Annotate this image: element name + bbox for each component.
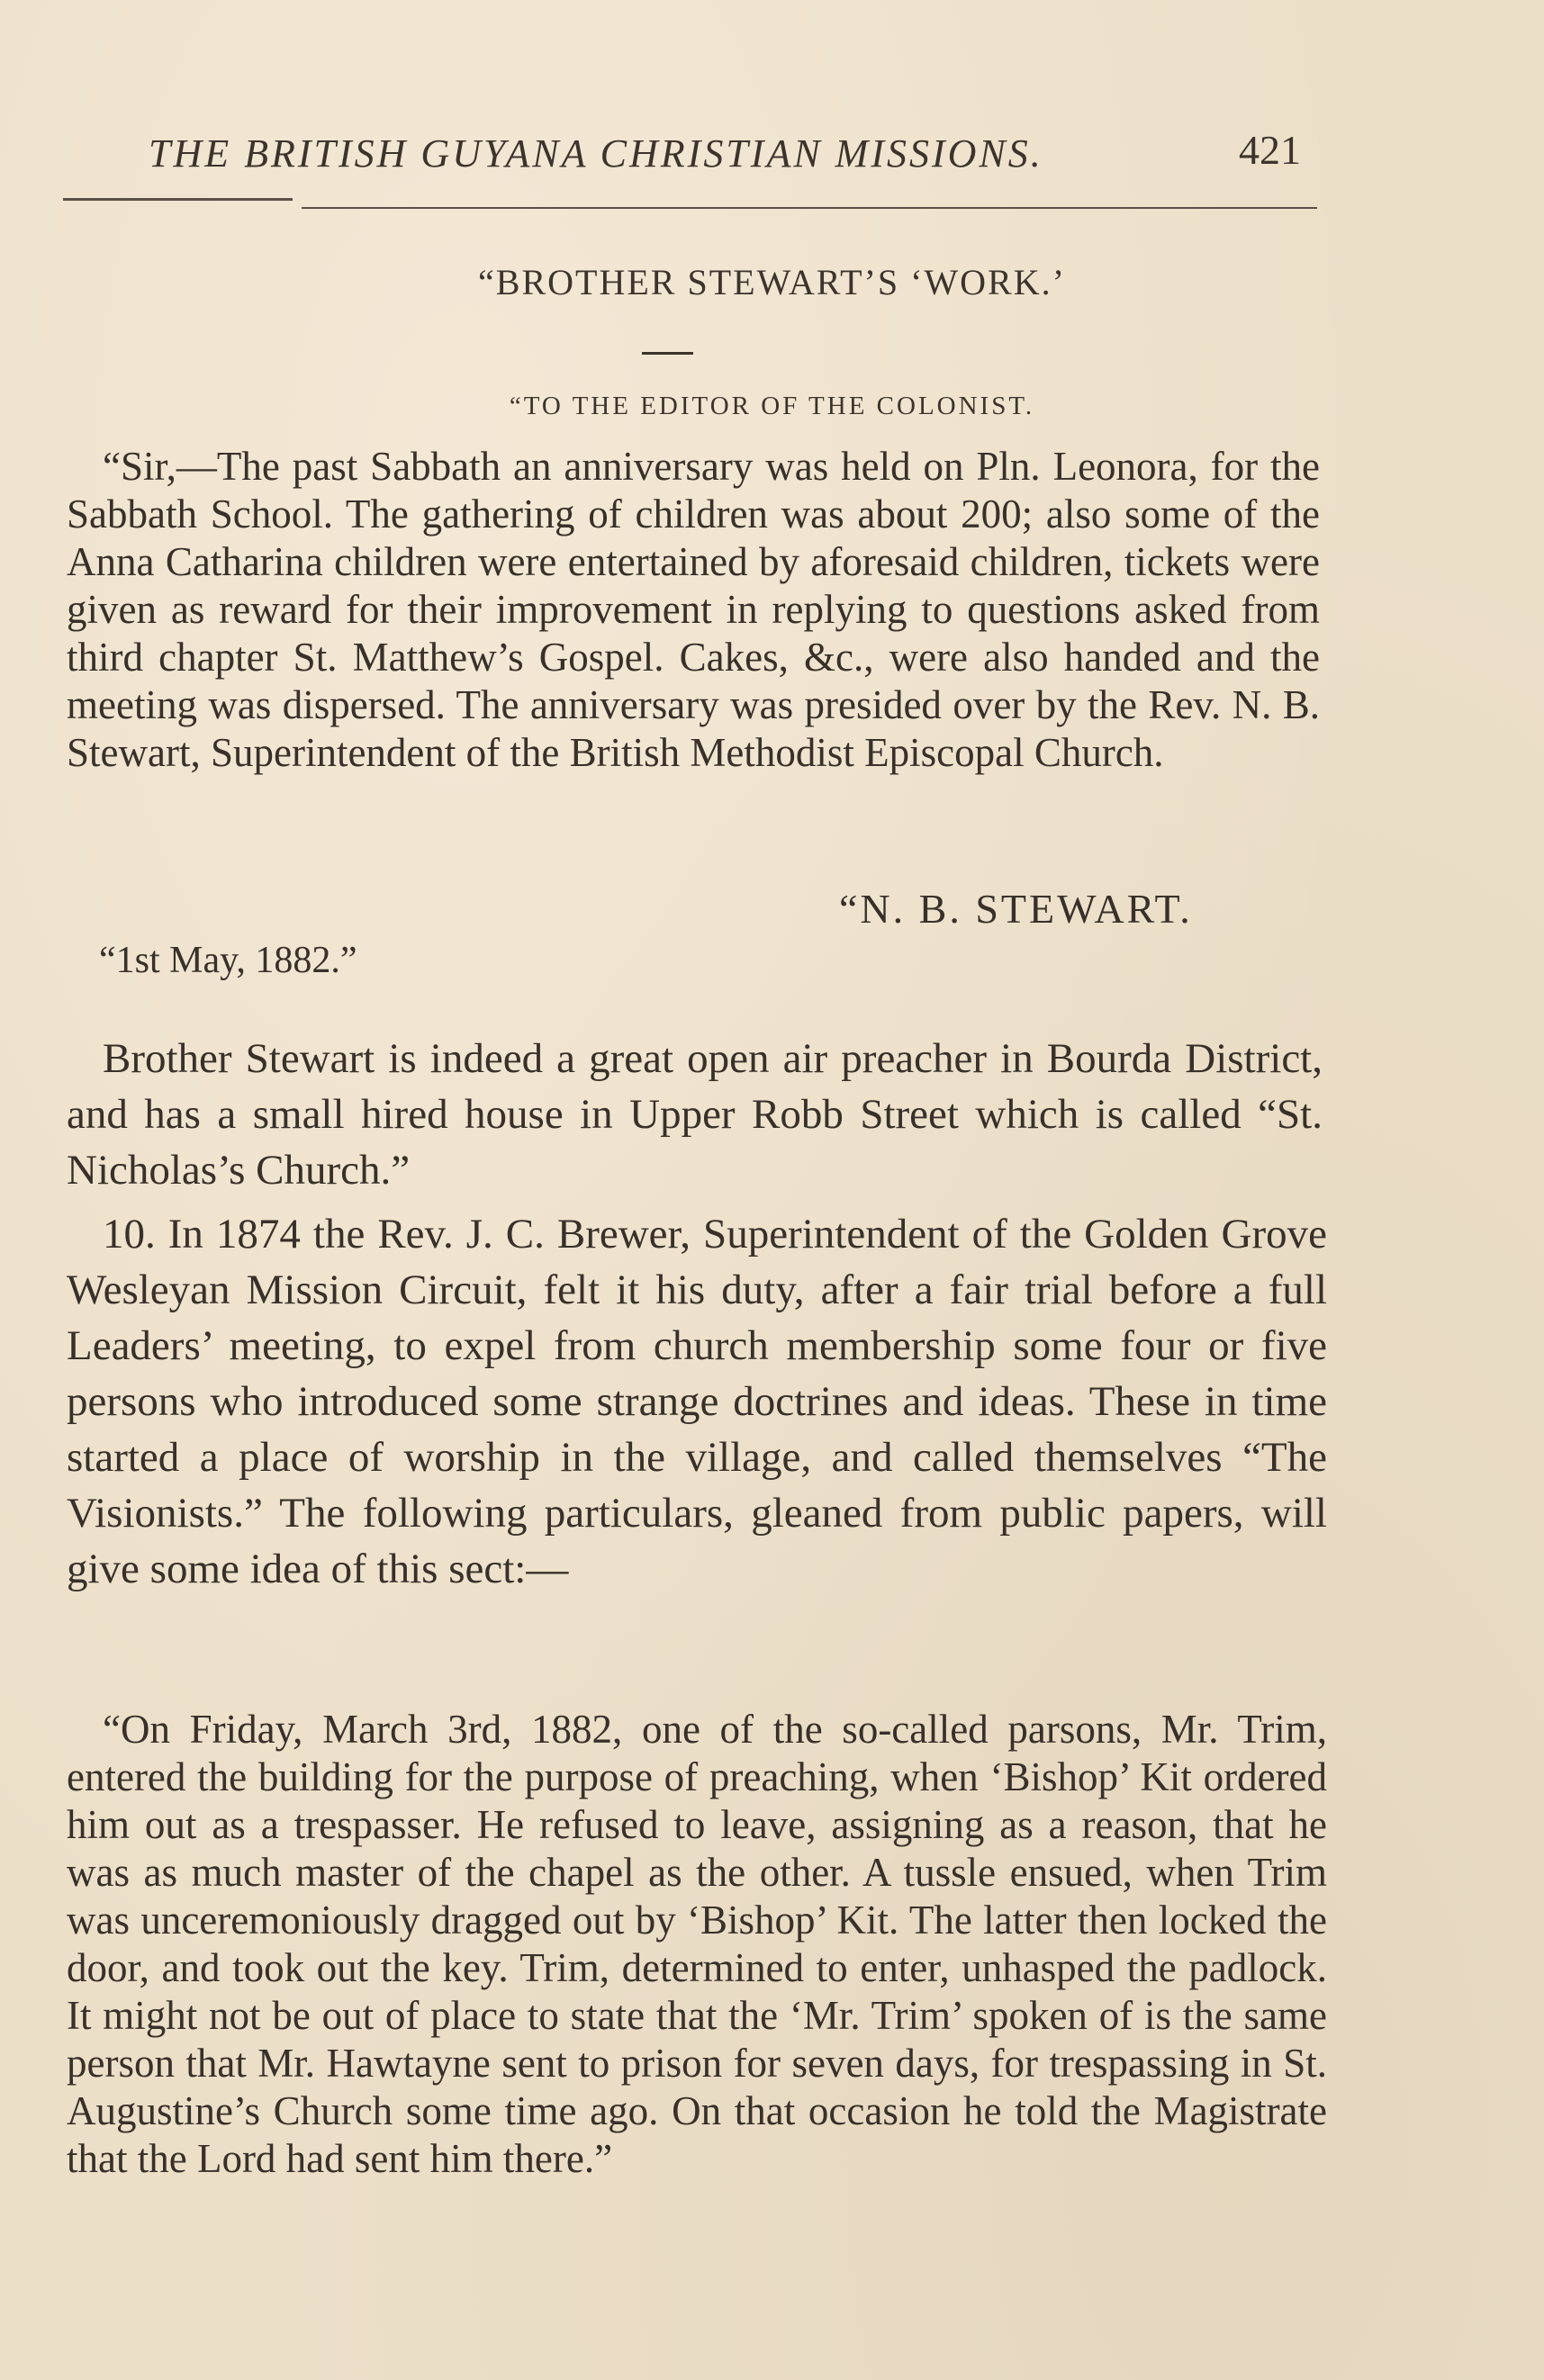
quotation-block: “On Friday, March 3rd, 1882, one of the so-called parsons, Mr. Trim, entered the building for the purpose of preaching, when ‘Bishop’ Kit ordered him out as a trespasser. He refused to leave, assigning as a reason, that he was as much master of the chapel as the other. A tussle ensued, when Trim was unceremoniously dragged out by ‘Bishop’ Kit. The latter then locked the door, and took out the key. Trim, determined to enter, unhasped the padlock. It might not be out of place to state that the ‘Mr. Trim’ spoken of is the same person that Mr. Hawtayne sent to prison for seven days, for trespassing in St. Augustine’s Church some time ago. On that occasion he told the Magistrate that the Lord had sent him there.” xyxy=(67,1707,1327,2181)
paragraph-10: 10. In 1874 the Rev. J. C. Brewer, Superintendent of the Golden Grove Wesleyan Mission Circuit, felt it his duty, after a fair trial before a full Leaders’ meeting, to expel from church membership some four or five persons who introduced some strange doctrines and ideas. These in time started a place of worship in the village, and called themselves “The Visionists.” The following particulars, gleaned from public papers, will give some idea of this sect:— xyxy=(67,1211,1327,1592)
article-heading: “BROTHER STEWART’S ‘WORK.’ xyxy=(478,262,1066,302)
heading-divider xyxy=(642,352,693,355)
letter-body: “Sir,—The past Sabbath an anniversary was held on Pln. Leonora, for the Sabbath School. The gathering of children was about 200; also some of the Anna Catharina children were entertained by aforesaid children, tickets were given as reward for their improvement in replying to questions asked from third chapter St. Matthew’s Gospel. Cakes, &c., were also handed and the meeting was dispersed. The anniversary was presided over by the Rev. N. B. Stewart, Superintendent of the British Methodist Episcopal Church. xyxy=(67,444,1320,775)
paragraph-stewart: Brother Stewart is indeed a great open air preacher in Bourda District, and has a small hired house in Upper Robb Street which is called “St. Nicholas’s Church.” xyxy=(67,1035,1323,1194)
article-subheading: “TO THE EDITOR OF THE COLONIST. xyxy=(509,392,1035,420)
letter-signature: “N. B. STEWART. xyxy=(839,886,1193,932)
letter-date: “1st May, 1882.” xyxy=(99,940,357,981)
header-rule-left xyxy=(63,198,293,201)
header-rule-right xyxy=(302,207,1317,209)
page-number: 421 xyxy=(1239,127,1301,173)
running-title: THE BRITISH GUYANA CHRISTIAN MISSIONS. xyxy=(149,131,1043,176)
